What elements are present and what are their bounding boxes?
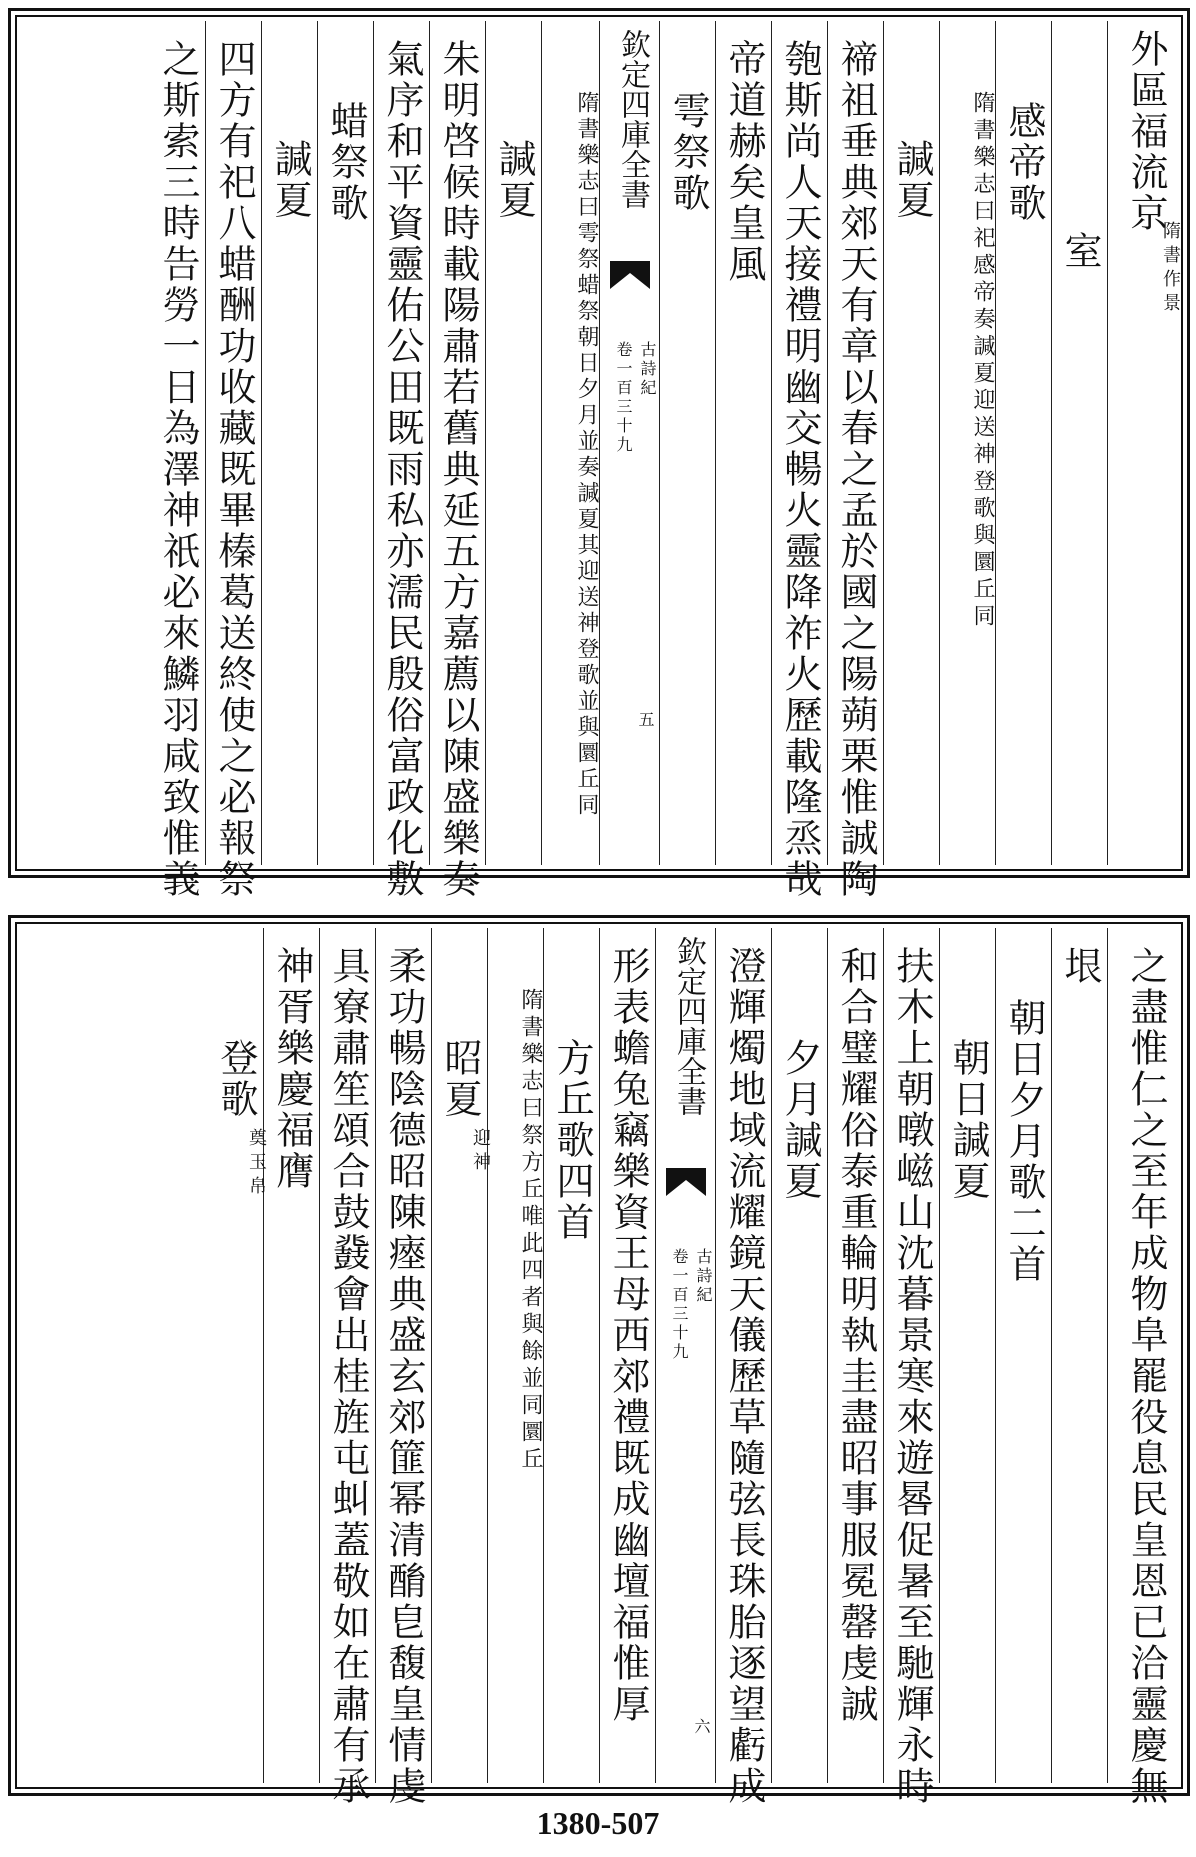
column-main-text: 室 [1058,231,1102,272]
column [599,928,655,1783]
column [1051,21,1107,865]
column [771,21,827,900]
column-main-text: 之斯索三時告勞一日為澤神祇必來鱗羽咸致惟義 [156,39,200,900]
column-main-text: 具寮肅笙頌合鼓鼗會出桂旌屯虯蓋敬如在肅有承 [326,946,370,1807]
bottom-page [8,915,1190,1807]
column-note-text: 迎神 [470,1128,491,1176]
gutter-center [599,21,659,865]
column [375,928,431,1807]
column [659,21,715,865]
column [827,928,883,1783]
column-main-text: 朱明啓候時載陽肅若舊典延五方嘉薦以陳盛樂奏 [436,39,480,900]
column [1051,928,1107,1783]
column [543,928,599,1783]
column-note-text: 隋書樂志曰雩祭蜡祭朝日夕月並奏諴夏其迎送神登歌並與圜丘同 [574,91,599,819]
column [883,928,939,1807]
gutter-volume: 卷一百三十九 [670,1248,689,1362]
gutter-book: 古詩紀 [694,1248,713,1305]
column-main-text: 形表蟾兔竊樂資王母西郊禮既成幽壇福惟厚 [606,946,650,1725]
column-main-text: 外區福流京 [1124,29,1168,234]
column-note-text: 隋書樂志曰祀感帝奏諴夏迎送神登歌與圜丘同 [970,91,995,631]
column-main-text: 朝日諴夏 [946,1038,990,1202]
column [995,928,1051,1783]
top-page [8,8,1190,900]
column [205,21,261,900]
gutter-book: 古詩紀 [638,341,657,398]
column-main-text: 登歌 [214,1038,258,1120]
column-main-text: 匏斯尚人天接禮明幽交暢火靈降祚火歷載隆烝哉 [778,39,822,900]
column [771,928,827,1783]
fish-tail-icon [610,261,650,291]
column-note-text: 奠玉帛 [246,1128,267,1200]
column-main-text: 氣序和平資靈佑公田既雨私亦濡民殷俗富政化敷 [380,39,424,900]
column [1107,21,1181,865]
column [541,21,599,865]
column [317,21,373,865]
column [939,21,995,865]
column [263,928,319,1783]
column-main-text: 雩祭歌 [666,91,710,214]
column-note-text: 隋書作景 [1160,221,1181,317]
column-main-text: 四方有祀八蜡酬功收藏既畢榛葛送終使之必報祭 [212,39,256,900]
column-main-text: 方丘歌四首 [550,1038,594,1243]
column [883,21,939,865]
column [431,928,491,1783]
column [261,21,317,865]
gutter-volume: 卷一百三十九 [614,341,633,455]
gutter-title: 欽定四庫全書 [671,936,706,1116]
column [715,928,771,1807]
gutter-center [655,928,715,1783]
column-main-text: 蜡祭歌 [324,101,368,224]
column [373,21,429,900]
column-main-text: 諴夏 [890,139,934,221]
column [207,928,267,1783]
column-main-text: 和合璧耀俗泰重輪明執圭盡昭事服冕罄虔誠 [834,946,878,1725]
column [319,928,375,1807]
bottom-text-columns [21,928,1177,1807]
column-main-text: 禘祖垂典郊天有章以春之孟於國之陽蒴栗惟誠陶 [834,39,878,900]
column [995,21,1051,865]
column-main-text: 澄輝燭地域流耀鏡天儀歷草隨弦長珠胎逐望虧成 [722,946,766,1807]
column [1107,928,1177,1807]
column [487,928,543,1783]
column-main-text: 柔功暢陰德昭陳瘞典盛玄郊篚幂清酳皀馥皇情虔 [382,946,426,1807]
column-main-text: 扶木上朝暾嵫山沈暮景寒來遊晷促暑至馳輝永時 [890,946,934,1807]
page-number: 1380-507 [536,1805,660,1841]
column [485,21,541,865]
column [827,21,883,900]
top-text-columns [21,21,1181,900]
column-main-text: 神胥樂慶福膺 [270,946,314,1192]
gutter-title: 欽定四庫全書 [615,29,650,209]
gutter-leaf-number: 五 [636,711,655,730]
column-note-text: 隋書樂志曰祭方丘唯此四者與餘並同圜丘 [518,988,543,1474]
column [939,928,995,1783]
column-main-text: 之盡惟仁之至年成物阜罷役息民皇恩已洽靈慶無 [1124,946,1168,1807]
column-main-text: 朝日夕月歌二首 [1002,998,1046,1285]
column-main-text: 諴夏 [268,139,312,221]
column-main-text: 帝道赫矣皇風 [722,39,766,285]
column-main-text: 垠 [1058,946,1102,987]
fish-tail-icon [666,1168,706,1198]
column [715,21,771,865]
column-main-text: 諴夏 [492,139,536,221]
column-main-text: 夕月諴夏 [778,1038,822,1202]
column-main-text: 昭夏 [438,1038,482,1120]
gutter-leaf-number: 六 [692,1718,711,1737]
column [429,21,485,900]
column [149,21,205,900]
column-main-text: 感帝歌 [1002,101,1046,224]
